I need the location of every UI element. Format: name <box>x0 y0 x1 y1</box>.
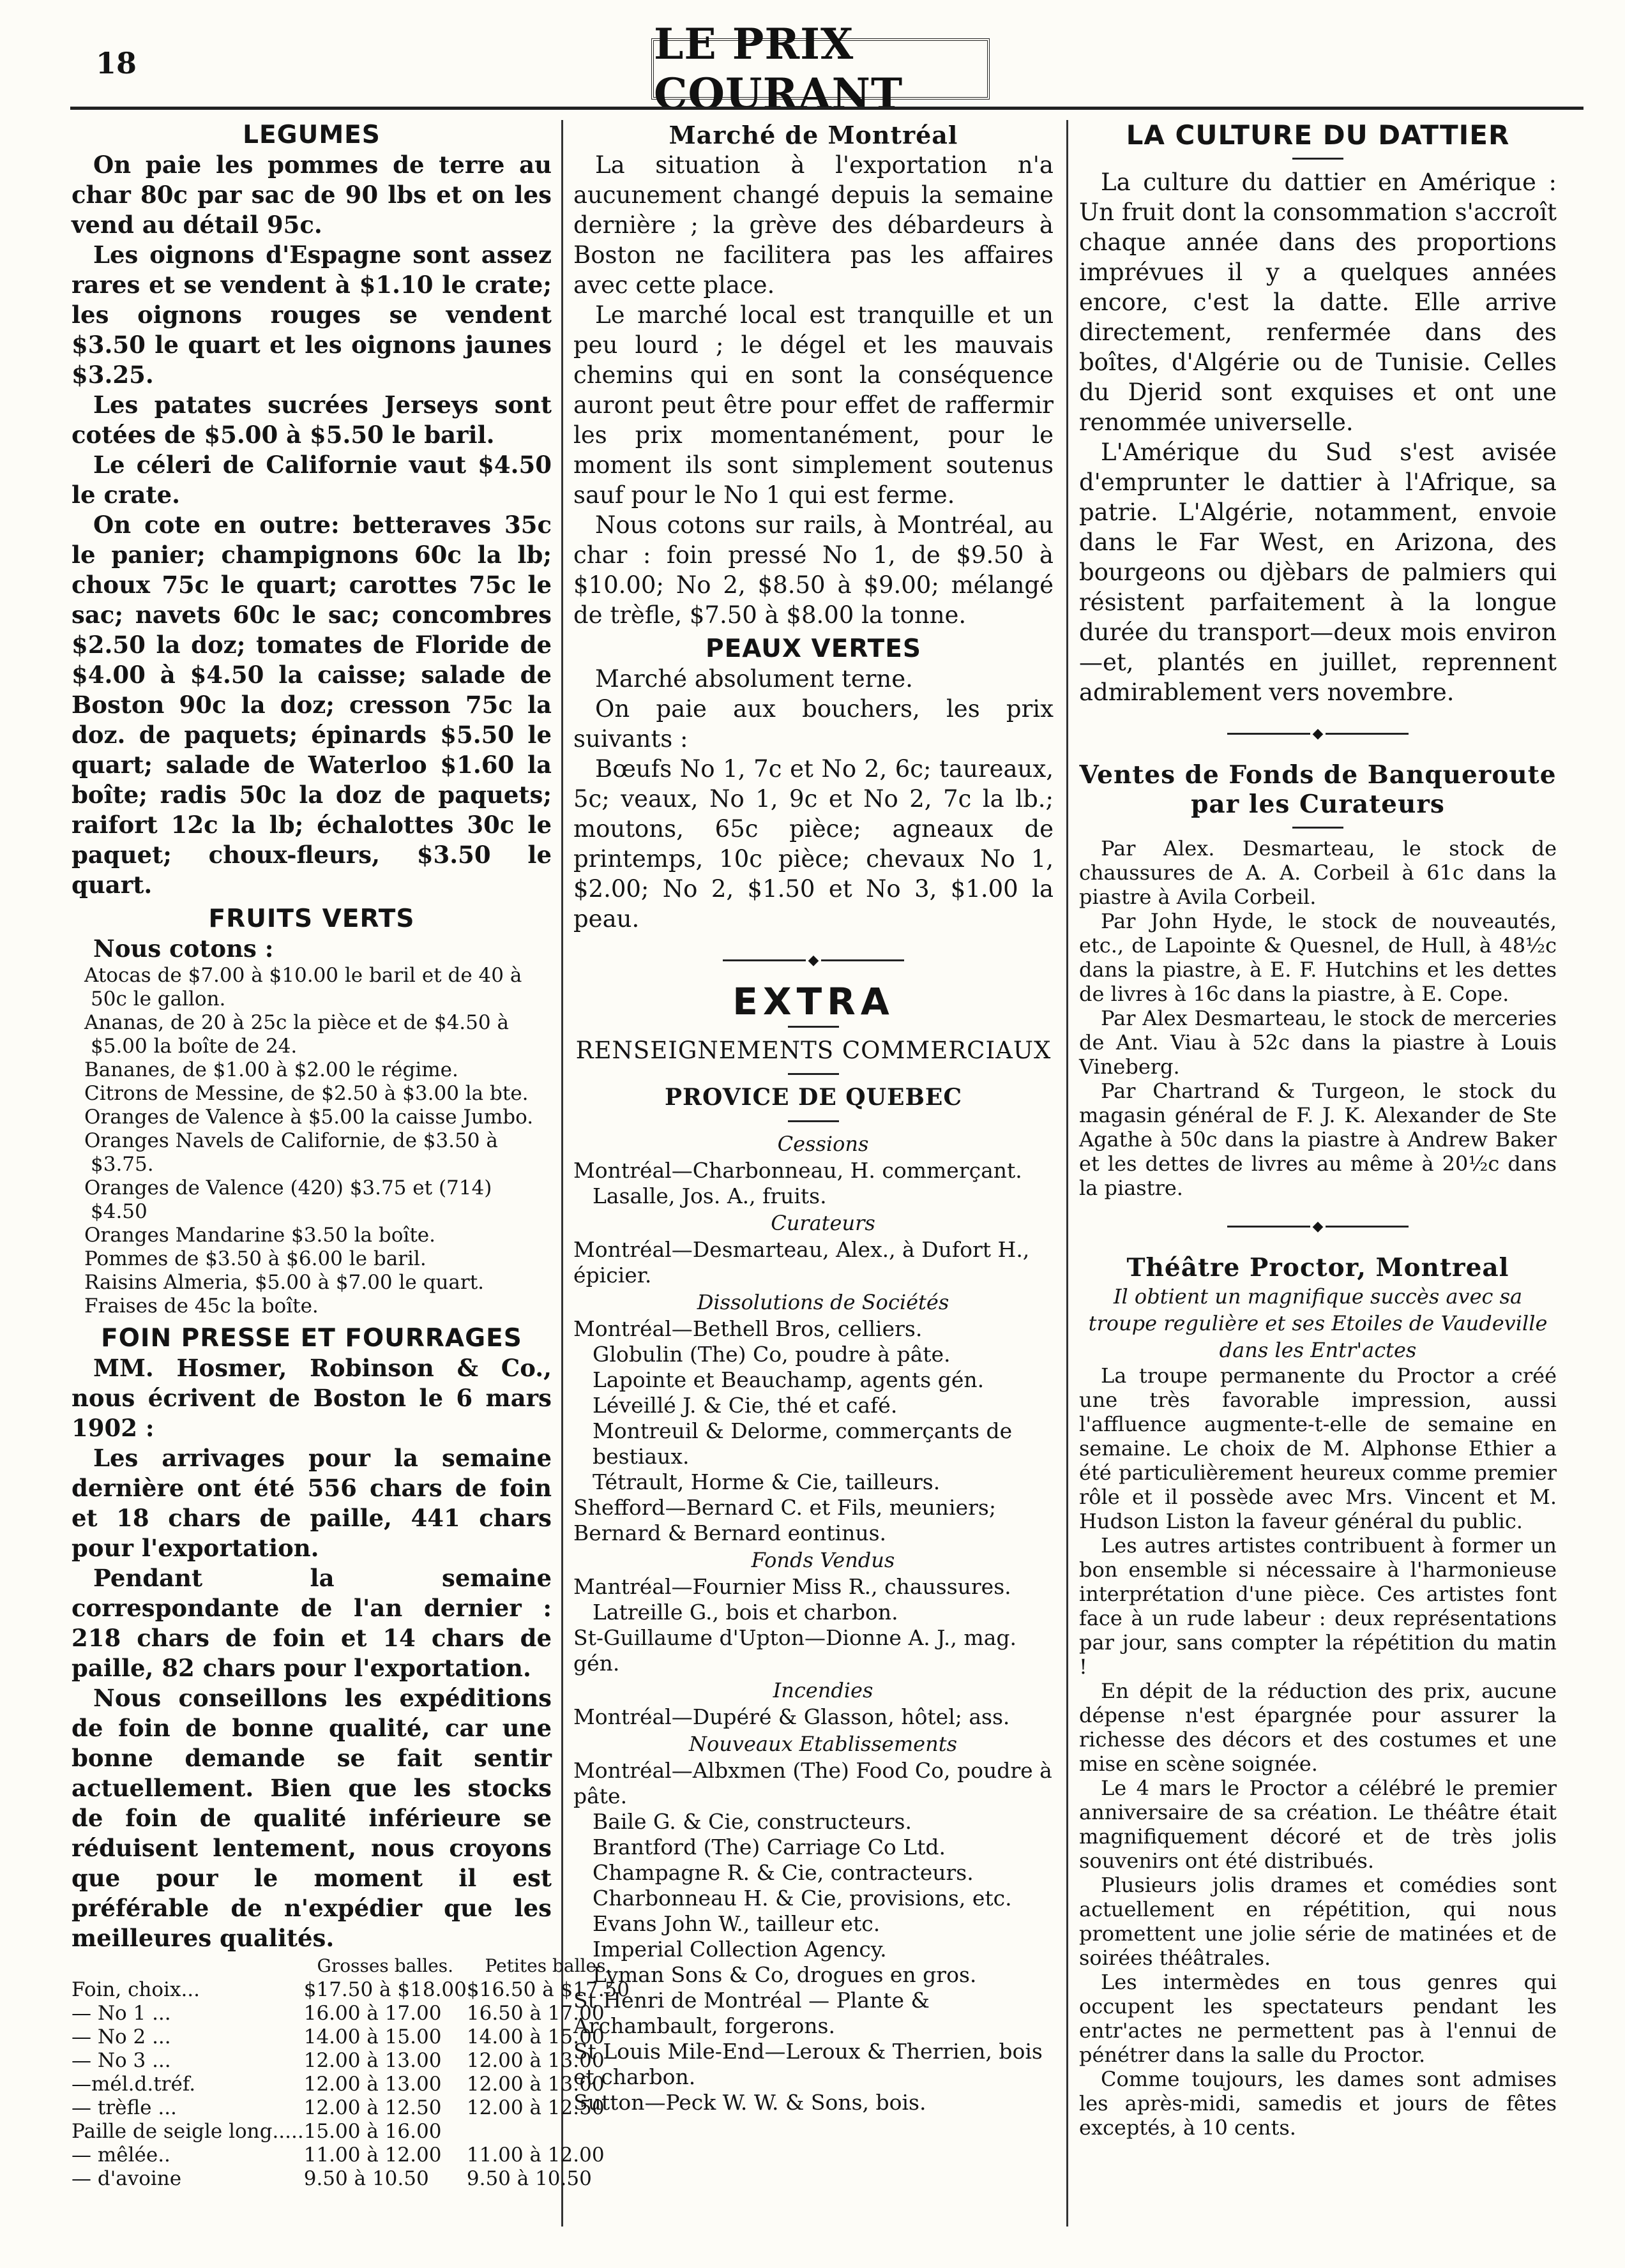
registry-entry: Shefford—Bernard C. et Fils, meuniers; Bernard & Bernard eontinus. <box>573 1495 996 1545</box>
table-row <box>72 2073 630 2096</box>
table-cell: 16.00 à 17.00 <box>303 2002 442 2025</box>
table-cell: $17.50 à $18.00 <box>303 1978 467 2001</box>
table-row <box>72 2167 630 2191</box>
table-cell: 16.50 à 17.00 <box>466 2002 605 2025</box>
registry-entry: Montréal—Albxmen (The) Food Co, poudre à pâte. <box>573 1758 1052 1808</box>
fruit-line: Oranges Navels de Californie, de $3.50 à $3.75. <box>84 1129 498 1176</box>
dattier-para: La culture du dattier en Amérique : Un fruit dont la consommation s'accroît chaque année dans des proportions imprévues il y a quelques années encore, c'est la datte. Elle arrive directement, renfermée dans des boîtes, d'Algérie ou de Tunisie. Celles du Djerid sont exquises et ont une renommée universelle. <box>1079 169 1557 436</box>
theatre-para: En dépit de la réduction des prix, aucune dépense n'est épargnée pour assurer la richesse des décors et des costumes et une mise en scène soignée. <box>1079 1679 1557 1776</box>
table-cell: 11.00 à 12.00 <box>466 2144 605 2167</box>
fruit-line: Pommes de $3.50 à $6.00 le baril. <box>84 1247 427 1270</box>
separator-ornament: ◆ <box>1079 1212 1557 1242</box>
peaux-para: Marché absolument terne. <box>595 665 913 693</box>
table-cell: Paille de seigle long..... <box>72 2120 304 2143</box>
table-header-row <box>72 1953 630 1978</box>
table-row <box>72 2002 630 2025</box>
table-cell: — trèfle ... <box>72 2096 177 2119</box>
table-cell: — d'avoine <box>72 2167 182 2190</box>
category-title: Fonds Vendus <box>751 1548 895 1572</box>
foin-para: MM. Hosmer, Robinson & Co., nous écrivent de Boston le 6 mars 1902 : <box>72 1354 552 1442</box>
dattier-heading: LA CULTURE DU DATTIER <box>1126 119 1510 151</box>
table-header: Petites balles. <box>485 1955 612 1976</box>
table-cell: 12.00 à 12.50 <box>466 2096 605 2119</box>
table-cell: — No 1 ... <box>72 2002 171 2025</box>
legumes-para: Le céleri de Californie vaut $4.50 le crate. <box>72 451 552 509</box>
table-cell: 12.00 à 13.00 <box>466 2049 605 2072</box>
table-cell: 9.50 à 10.50 <box>303 2167 429 2190</box>
table-cell: — mêlée.. <box>72 2144 170 2167</box>
peaux-para: Bœufs No 1, 7c et No 2, 6c; taureaux, 5c; veaux, No 1, 9c et No 2, 7c la lb.; moutons, 65c pièce; agneaux de printemps, 10c pièce; chevaux No 1, $2.00; No 2, $1.50 et No 3, $1.00 la peau. <box>573 755 1054 933</box>
fruit-line: Ananas, de 20 à 25c la pièce et de $4.50 à $5.00 la boîte de 24. <box>84 1011 509 1058</box>
fruit-line: Oranges de Valence (420) $3.75 et (714) $4.50 <box>84 1176 492 1223</box>
registry-entry: Latreille G., bois et charbon. <box>593 1600 898 1625</box>
foin-heading: FOIN PRESSE ET FOURRAGES <box>101 1324 522 1353</box>
table-cell: Foin, choix... <box>72 1978 200 2001</box>
theatre-para: Comme toujours, les dames sont admises les après-midi, samedis et jours de fêtes exceptés, à 10 cents. <box>1079 2067 1557 2140</box>
registry-entry: St Louis Mile-End—Leroux & Therrien, bois et charbon. <box>573 2039 1043 2089</box>
registry-entry: Montreuil & Delorme, commerçants de bestiaux. <box>593 1418 1013 1469</box>
separator-ornament: ◆ <box>1079 719 1557 749</box>
dattier-para: L'Amérique du Sud s'est avisée d'emprunter le dattier à l'Afrique, sa patrie. L'Algérie, notamment, envoie dans le Far West, en Arizona, des bourgeons ou djèbars de palmiers qui résistent parfaitement à la longue durée du transport—deux mois environ—et, plantés en juillet, reprennent admirablement vers novembre. <box>1079 439 1557 706</box>
registry-entry: Globulin (The) Co, poudre à pâte. <box>593 1342 951 1367</box>
fruit-line: Bananes, de $1.00 à $2.00 le régime. <box>84 1058 458 1081</box>
header-rule <box>70 107 1583 110</box>
column-rule-2 <box>1066 120 1068 2227</box>
table-cell: 14.00 à 15.00 <box>303 2025 442 2048</box>
registry-entry: Evans John W., tailleur etc. <box>593 1911 881 1936</box>
registry-entry: Lasalle, Jos. A., fruits. <box>593 1183 827 1208</box>
table-row <box>72 1978 630 2002</box>
theatre-body <box>1079 1363 1557 2140</box>
table-cell: 12.00 à 13.00 <box>303 2073 442 2096</box>
registry-entry: Montréal—Desmarteau, Alex., à Dufort H., épicier. <box>573 1237 1030 1288</box>
foin-para: Pendant la semaine correspondante de l'an dernier : 218 chars de foin et 14 chars de paille, 82 chars pour l'exportation. <box>72 1564 552 1682</box>
province-heading: PROVICE DE QUEBEC <box>664 1084 962 1111</box>
theatre-para: La troupe permanente du Proctor a créé une très favorable impression, aussi l'affluence augmente-t-elle de semaine en semaine. Le choix de M. Alphonse Ethier a été particulièrement heureux comme premier rôle et il possède avec Mrs. Vincent et M. Hudson Liston la faveur général du public. <box>1079 1363 1557 1533</box>
registry-entry: Montréal—Charbonneau, H. commerçant. <box>573 1158 1022 1183</box>
page-number: 18 <box>96 46 137 80</box>
ventes-list <box>1079 836 1557 1200</box>
fruits-list <box>72 964 552 1318</box>
marche-para: La situation à l'exportation n'a aucunement changé depuis la semaine dernière ; la grève des débardeurs à Boston ne facilitera pas les affaires avec cette place. <box>573 151 1054 299</box>
marche-heading: Marché de Montréal <box>669 121 958 149</box>
table-header: Grosses balles. <box>317 1955 454 1976</box>
legumes-para: On paie les pommes de terre au char 80c par sac de 90 lbs et on les vend au détail 95c. <box>72 151 552 239</box>
table-cell: 9.50 à 10.50 <box>466 2167 592 2190</box>
fruit-line: Oranges Mandarine $3.50 la boîte. <box>84 1224 435 1247</box>
category-title: Nouveaux Etablissements <box>689 1732 957 1756</box>
category-title: Curateurs <box>771 1211 875 1235</box>
theatre-para: Les intermèdes en tous genres qui occupent les spectateurs pendant les entr'actes ne permettent pas à l'ennui de pénétrer dans la salle du Proctor. <box>1079 1970 1557 2067</box>
fruits-heading: FRUITS VERTS <box>208 905 415 933</box>
registry-entry: St-Guillaume d'Upton—Dionne A. J., mag. gén. <box>573 1625 1017 1676</box>
category-title: Incendies <box>773 1678 873 1702</box>
theatre-heading: Théâtre Proctor, Montreal <box>1126 1253 1509 1282</box>
foin-para: Nous conseillons les expéditions de foin de bonne qualité, car une bonne demande se fait sentir actuellement. Bien que les stocks de foin de qualité inférieure se réduisent lentement, nous croyons que pour le moment il est préférable de n'expédier que les meilleures qualités. <box>72 1684 552 1952</box>
ventes-para: Par Alex Desmarteau, le stock de merceries de Ant. Viau à 52c dans la piastre à Louis Vineberg. <box>1079 1006 1557 1079</box>
table-row <box>72 2025 630 2049</box>
ventes-heading: Ventes de Fonds de Banqueroute par les Curateurs <box>1079 760 1557 819</box>
table-cell: 12.00 à 12.50 <box>303 2096 442 2119</box>
table-cell: — No 2 ... <box>72 2025 171 2048</box>
table-row <box>72 2120 630 2144</box>
category-title: Dissolutions de Sociétés <box>697 1290 949 1314</box>
column-3 <box>1079 120 1557 2239</box>
ventes-para: Par Chartrand & Turgeon, le stock du magasin général de F. J. K. Alexander de Ste Agathe à 50c dans la piastre à Andrew Baker et les dettes de livres au même à 20½c dans la piastre. <box>1079 1079 1557 1200</box>
table-cell: 12.00 à 13.00 <box>303 2049 442 2072</box>
table-row <box>72 2096 630 2120</box>
table-cell: 11.00 à 12.00 <box>303 2144 442 2167</box>
extra-heading: EXTRA <box>732 980 895 1023</box>
renseignements-heading: RENSEIGNEMENTS COMMERCIAUX <box>575 1037 1052 1064</box>
theatre-para: Le 4 mars le Proctor a célébré le premier anniversaire de sa création. Le théâtre était magnifiquement décoré et de très jolis souvenirs ont été distribués. <box>1079 1776 1557 1873</box>
registry-list <box>573 1130 1054 2115</box>
column-1 <box>72 120 630 2239</box>
fruit-line: Raisins Almeria, $5.00 à $7.00 le quart. <box>84 1271 485 1294</box>
registry-entry: Montréal—Bethell Bros, celliers. <box>573 1316 923 1341</box>
fruit-line: Atocas de $7.00 à $10.00 le baril et de 40 à 50c le gallon. <box>84 964 522 1010</box>
ventes-para: Par John Hyde, le stock de nouveautés, etc., de Lapointe & Quesnel, de Hull, à 48½c dans la piastre, à E. F. Hutchins et les dettes de livres à 16c dans la piastre, à E. Cope. <box>1079 909 1557 1006</box>
legumes-para: Les oignons d'Espagne sont assez rares et se vendent à $1.10 le crate; les oignons rouges se vendent $3.50 le quart et les oignons jaunes $3.25. <box>72 241 552 389</box>
short-rule <box>788 1026 839 1028</box>
theatre-para: Plusieurs jolis drames et comédies sont actuellement en répétition, qui nous promettent une jolie série de matinées et de soirées théâtrales. <box>1079 1873 1557 1970</box>
registry-entry: Sutton—Peck W. W. & Sons, bois. <box>573 2090 926 2115</box>
table-header <box>72 1953 304 1978</box>
ventes-para: Par Alex. Desmarteau, le stock de chaussures de A. A. Corbeil à 61c dans la piastre à Avila Corbeil. <box>1079 836 1557 909</box>
fruit-line: Oranges de Valence à $5.00 la caisse Jumbo. <box>84 1106 534 1129</box>
table-cell: — No 3 ... <box>72 2049 171 2072</box>
short-rule <box>1292 158 1343 160</box>
marche-para: Le marché local est tranquille et un peu lourd ; le dégel et les mauvais chemins qui en sont la conséquence auront peut être pour effet de raffermir les prix momentanément, pour le moment ils sont simplement soutenus sauf pour le No 1 qui est ferme. <box>573 301 1054 509</box>
masthead-title: LE PRIX COURANT <box>651 38 990 100</box>
peaux-heading: PEAUX VERTES <box>706 635 921 663</box>
table-cell: $16.50 à $17.50 <box>466 1978 630 2001</box>
peaux-para: On paie aux bouchers, les prix suivants : <box>573 695 1054 753</box>
fruits-intro: Nous cotons : <box>93 935 274 963</box>
theatre-para: Les autres artistes contribuent à former un bon ensemble si nécessaire à l'harmonieuse interprétation d'une pièce. Ces artistes font face à un rude labeur : deux représentations par jour, sans compter la répétition du matin ! <box>1079 1533 1557 1679</box>
registry-entry: Imperial Collection Agency. <box>593 1937 887 1962</box>
table-cell: —mél.d.tréf. <box>72 2073 196 2096</box>
short-rule <box>1292 827 1343 829</box>
registry-entry: Léveillé J. & Cie, thé et café. <box>593 1393 898 1418</box>
table-cell: 14.00 à 15.00 <box>466 2025 605 2048</box>
marche-para: Nous cotons sur rails, à Montréal, au char : foin pressé No 1, de $9.50 à $10.00; No 2, $8.50 à $9.00; mélangé de trèfle, $7.50 à $8.00 la tonne. <box>573 511 1054 629</box>
legumes-para: On cote en outre: betteraves 35c le panier; champignons 60c la lb; choux 75c le quart; carottes 75c le sac; navets 60c le sac; concombres $2.50 la doz; tomates de Floride de $4.00 à $4.50 la caisse; salade de Boston 90c la doz; cresson 75c la doz. de paquets; épinards $5.50 le quart; salade de Waterloo $1.60 la boîte; radis 50c la doz de paquets; raifort 12c la lb; échalottes 30c le paquet; choux-fleurs, $3.50 le quart. <box>72 511 552 899</box>
fruit-line: Fraises de 45c la boîte. <box>84 1295 319 1318</box>
registry-entry: Lyman Sons & Co, drogues en gros. <box>593 1962 977 1987</box>
short-rule <box>788 1120 839 1122</box>
registry-entry: Mantréal—Fournier Miss R., chaussures. <box>573 1574 1011 1599</box>
short-rule <box>788 1073 839 1075</box>
column-2 <box>573 120 1054 2239</box>
registry-entry: Tétrault, Horme & Cie, tailleurs. <box>593 1469 941 1494</box>
foin-para: Les arrivages pour la semaine dernière ont été 556 chars de foin et 18 chars de paille, 441 chars pour l'exportation. <box>72 1444 552 1562</box>
table-cell: 15.00 à 16.00 <box>303 2120 442 2143</box>
category-title: Cessions <box>777 1132 869 1156</box>
registry-entry: Champagne R. & Cie, contracteurs. <box>593 1860 974 1885</box>
registry-entry: Lapointe et Beauchamp, agents gén. <box>593 1367 985 1392</box>
fruit-line: Citrons de Messine, de $2.50 à $3.00 la bte. <box>84 1082 529 1105</box>
column-rule-1 <box>561 120 563 2227</box>
registry-entry: Brantford (The) Carriage Co Ltd. <box>593 1835 946 1859</box>
legumes-heading: LEGUMES <box>243 121 381 149</box>
registry-entry: St Henri de Montréal — Plante & Archambault, forgerons. <box>573 1988 930 2038</box>
table-row <box>72 2049 630 2073</box>
separator-ornament: ◆ <box>573 945 1054 975</box>
legumes-para: Les patates sucrées Jerseys sont cotées de $5.00 à $5.50 le baril. <box>72 391 552 449</box>
registry-entry: Montréal—Dupéré & Glasson, hôtel; ass. <box>573 1704 1010 1729</box>
table-cell: 12.00 à 13.00 <box>466 2073 605 2096</box>
hay-price-table <box>72 1953 630 2191</box>
theatre-subtitle: Il obtient un magnifique succès avec sa troupe regulière et ses Etoiles de Vaudeville dans les Entr'actes <box>1088 1284 1548 1362</box>
registry-entry: Baile G. & Cie, constructeurs. <box>593 1809 912 1834</box>
table-row <box>72 2144 630 2167</box>
registry-entry: Charbonneau H. & Cie, provisions, etc. <box>593 1886 1012 1911</box>
